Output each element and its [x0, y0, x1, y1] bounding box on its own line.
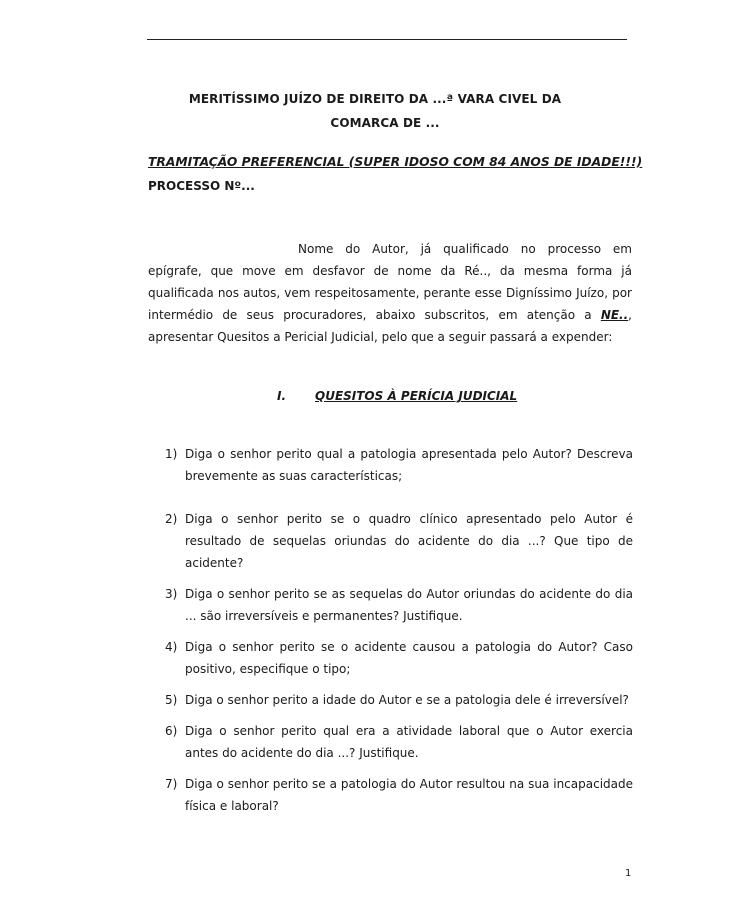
- question-item: [165, 773, 633, 817]
- question-item: [165, 720, 633, 764]
- question-item: [165, 689, 633, 711]
- question-number: 6): [165, 724, 178, 738]
- question-text: Diga o senhor perito se as sequelas do Autor oriundas do acidente do dia ... são irreversíveis e permanentes? Justifique.: [185, 587, 633, 623]
- court-heading-line-1: MERITÍSSIMO JUÍZO DE DIREITO DA ...ª VARA CIVEL DA: [188, 92, 562, 106]
- page-number: 1: [625, 868, 632, 879]
- header-rule: [147, 39, 627, 40]
- question-item: [165, 583, 633, 627]
- intro-text-after: , apresentar Quesitos a Pericial Judicial, pelo que a seguir passará a expender:: [148, 308, 632, 344]
- question-text: Diga o senhor perito se o acidente causou a patologia do Autor? Caso positivo, especifique o tipo;: [185, 640, 633, 676]
- question-number: 2): [165, 512, 178, 526]
- question-text: Diga o senhor perito qual era a atividade laboral que o Autor exercia antes do acidente do dia ...? Justifique.: [185, 724, 633, 760]
- intro-text-before: Nome do Autor, já qualificado no processo em epígrafe, que move em desfavor de nome da Ré.., da mesma forma já qualificada nos autos, vem respeitosamente, perante esse Digníssimo Juízo, por intermédio de seus procuradores, abaixo subscritos, em atenção a: [148, 242, 632, 322]
- process-number: PROCESSO Nº...: [148, 179, 255, 193]
- question-text: Diga o senhor perito a idade do Autor e se a patologia dele é irreversível?: [185, 693, 629, 707]
- intro-emphasis: NE..: [600, 308, 629, 322]
- question-number: 7): [165, 777, 178, 791]
- question-number: 3): [165, 587, 178, 601]
- question-number: 4): [165, 640, 178, 654]
- question-text: Diga o senhor perito se o quadro clínico apresentado pelo Autor é resultado de sequelas oriundas do acidente do dia ...? Que tipo de acidente?: [185, 512, 633, 570]
- question-number: 1): [165, 447, 178, 461]
- questions-list: [165, 443, 633, 817]
- court-heading-line-2: COMARCA DE ...: [330, 116, 440, 130]
- intro-paragraph: [148, 238, 632, 348]
- question-item: [165, 443, 633, 487]
- question-item: [165, 508, 633, 574]
- section-number: I.: [277, 389, 287, 403]
- priority-notice: TRAMITAÇÃO PREFERENCIAL (SUPER IDOSO COM 84 ANOS DE IDADE!!!): [148, 155, 643, 169]
- section-title: QUESITOS À PERÍCIA JUDICIAL: [315, 389, 518, 403]
- question-number: 5): [165, 693, 178, 707]
- question-item: [165, 636, 633, 680]
- question-text: Diga o senhor perito qual a patologia apresentada pelo Autor? Descreva brevemente as suas características;: [185, 447, 633, 483]
- question-text: Diga o senhor perito se a patologia do Autor resultou na sua incapacidade física e laboral?: [185, 777, 633, 813]
